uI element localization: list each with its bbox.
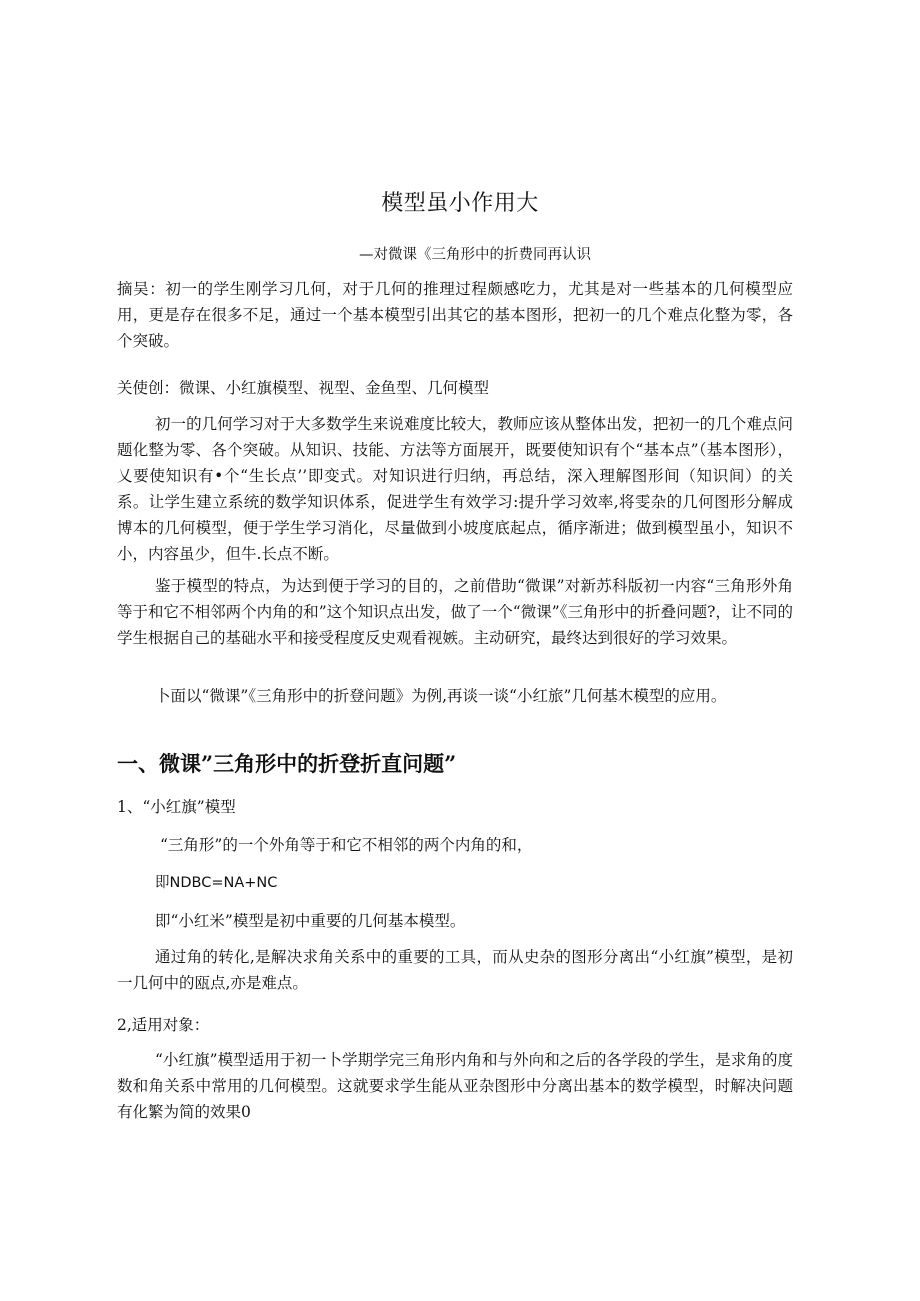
section-heading: 一、微课”三角形中的折登折直问题” xyxy=(117,751,457,776)
item1-paragraph: 通过角的转化,是解决求角关系中的重要的工具，而从史杂的图形分离出“小红旗”模型，是初一几何中的瓯点,亦是难点。 xyxy=(117,948,793,992)
body-paragraph-1: 初一的几何学习对于大多数学生来说难度比较大，教师应该从整体出发，把初一的几个难点问题化整为零、各个突破。从知识、技能、方法等方面展开，既要使知识有个“基本点”（基本图形），乂要使知识有•个“生长点’’即变式。对知识进行归纳，再总结，深入理解图形间（知识间）的关系。让学生建立系统的数学知识体系，促进学生有效学习:提升学习效率,将雯杂的几何图形分解成博本的几何模型，便于学生学习消化，尽量做到小坡度底起点，循序渐进；做到模型虽小，知识不小，内容虽少，但牛.长点不断。 xyxy=(117,415,793,563)
document-subtitle: —对微课《三角形中的折费同再认识 xyxy=(359,247,591,263)
document-title: 模型虽小作用大 xyxy=(381,191,539,216)
abstract-paragraph: 摘吴：初一的学生刚学习几何，对于几何的推理过程颇感吃力，尤其是对一些基本的几何模型应用，更是存在很多不足，通过一个基本模型引出其它的基本图形，把初一的几个难点化整为零，各个突破。 xyxy=(117,280,793,350)
item1-line1: “三角形”的一个外角等于和它不相邻的两个内角的和， xyxy=(160,836,533,854)
item2-label: 2,适用对象： xyxy=(117,1016,210,1034)
body-paragraph-2: 鉴于模型的特点，为达到便于学习的目的，之前借助“微课”对新苏科版初一内容“三角形外角等于和它不相邻两个内角的和”这个知识点出发，做了一个“微课”《三角形中的折叠问题?，让不同的学生根据自己的基础水平和接受程度反史观看视嫉。主动研究，最终达到很好的学习效果。 xyxy=(117,577,793,647)
item1-label: 1、“小红旗”模型 xyxy=(117,798,236,816)
item1-line3: 即“小红米”模型是初中重要的几何基本模型。 xyxy=(155,912,466,930)
body-paragraph-3: 卜面以“微课”《三角形中的折登问题》为例,再谈一谈“小红旅”几何基木模型的应用。 xyxy=(155,687,727,705)
keywords-line: 关使创：微课、小红旗模型、视型、金鱼型、几何模型 xyxy=(117,379,490,397)
item2-paragraph: “小红旗”模型适用于初一卜学期学完三角形内角和与外向和之后的各学段的学生，是求角的度数和角关系中常用的几何模型。这就要求学生能从亚杂图形中分离出基本的数学模型，时解决问题有化繁为简的效果0 xyxy=(117,1051,793,1121)
item1-formula: 即NDBC=NA+NC xyxy=(155,875,278,891)
